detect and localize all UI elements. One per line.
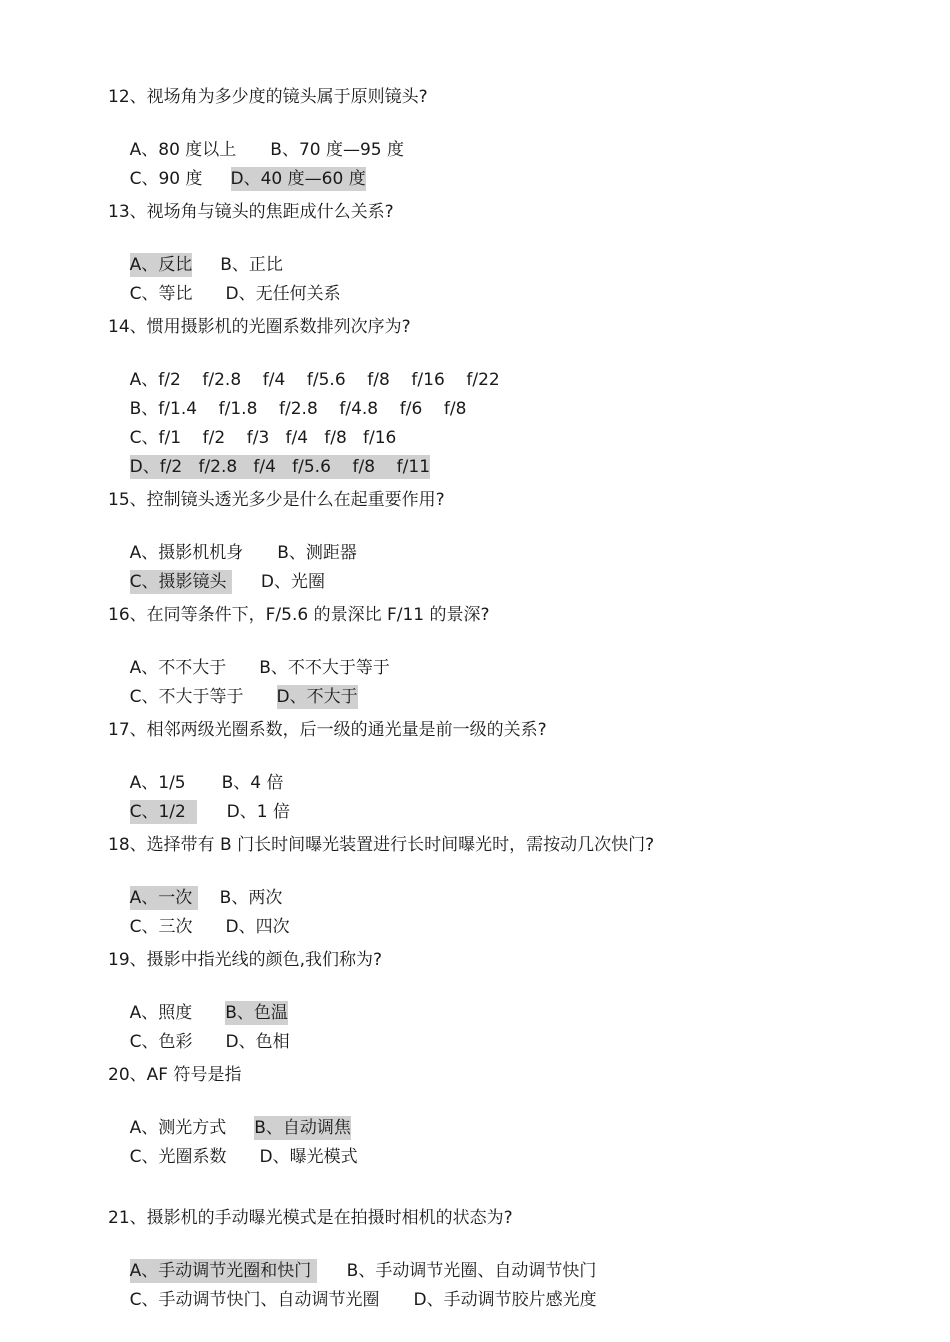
option-d: D、无任何关系 <box>225 284 341 304</box>
option-d: D、四次 <box>225 917 290 937</box>
question-18: 18、选择带有 B 门长时间曝光装置进行长时间曝光时，需按动几次快门? <box>108 835 655 855</box>
options-row <box>108 1264 597 1310</box>
option-b: B、4 倍 <box>221 773 284 793</box>
option-a: A、f/2 f/2.8 f/4 f/5.6 f/8 f/16 f/22 <box>129 370 500 390</box>
option-d: D、手动调节胶片感光度 <box>413 1290 597 1310</box>
options-row <box>108 373 467 419</box>
option-c-answer: C、摄影镜头 <box>129 572 232 592</box>
option-d: D、1 倍 <box>226 802 290 822</box>
question-19: 19、摄影中指光线的颜色,我们称为? <box>108 950 383 970</box>
option-c: C、光圈系数 <box>129 1147 227 1167</box>
option-c: C、90 度 <box>129 169 203 189</box>
options-row <box>108 402 397 448</box>
option-a: A、摄影机机身 <box>129 543 244 563</box>
option-d: D、光圈 <box>260 572 325 592</box>
question-14: 14、惯用摄影机的光圈系数排列次序为? <box>108 317 411 337</box>
options-row <box>108 747 284 793</box>
options-row <box>108 776 290 822</box>
options-row <box>108 891 290 937</box>
option-a: A、测光方式 <box>129 1118 227 1138</box>
option-a: A、不不大于 <box>129 658 227 678</box>
options-row <box>108 632 390 678</box>
option-b-answer: B、自动调焦 <box>254 1118 351 1138</box>
option-d: D、曝光模式 <box>259 1147 358 1167</box>
option-b-answer: B、色温 <box>225 1003 288 1023</box>
question-17: 17、相邻两级光圈系数，后一级的通光量是前一级的关系? <box>108 720 547 740</box>
options-row <box>108 114 405 160</box>
option-a: A、1/5 <box>129 773 186 793</box>
option-c: C、手动调节快门、自动调节光圈 <box>129 1290 380 1310</box>
options-row <box>108 862 283 908</box>
options-row <box>108 344 500 390</box>
option-c: C、f/1 f/2 f/3 f/4 f/8 f/16 <box>129 428 397 448</box>
option-b: B、f/1.4 f/1.8 f/2.8 f/4.8 f/6 f/8 <box>129 399 467 419</box>
option-a-answer: A、反比 <box>129 255 193 275</box>
options-row <box>108 661 358 707</box>
option-b: B、两次 <box>219 888 283 908</box>
options-row <box>108 1235 597 1281</box>
option-b: B、不不大于等于 <box>259 658 390 678</box>
options-row <box>108 1121 358 1167</box>
option-b: B、手动调节光圈、自动调节快门 <box>346 1261 597 1281</box>
options-row <box>108 546 325 592</box>
option-a-answer: A、手动调节光圈和快门 <box>129 1261 317 1281</box>
question-21: 21、摄影机的手动曝光模式是在拍摄时相机的状态为? <box>108 1208 513 1228</box>
option-a: A、照度 <box>129 1003 193 1023</box>
option-c: C、三次 <box>129 917 193 937</box>
options-row <box>108 1092 351 1138</box>
options-row <box>108 517 357 563</box>
option-a: A、80 度以上 <box>129 140 237 160</box>
option-d: D、色相 <box>225 1032 290 1052</box>
question-20: 20、AF 符号是指 <box>108 1065 242 1085</box>
question-16: 16、在同等条件下，F/5.6 的景深比 F/11 的景深? <box>108 605 490 625</box>
option-b: B、测距器 <box>277 543 357 563</box>
option-d-answer: D、40 度—60 度 <box>230 169 366 189</box>
option-c: C、色彩 <box>129 1032 193 1052</box>
question-13: 13、视场角与镜头的焦距成什么关系? <box>108 202 394 222</box>
option-c: C、不大于等于 <box>129 687 244 707</box>
options-row <box>108 1006 290 1052</box>
question-12: 12、视场角为多少度的镜头属于原则镜头? <box>108 87 428 107</box>
option-a-answer: A、一次 <box>129 888 198 908</box>
options-row <box>108 431 431 477</box>
option-d-answer: D、f/2 f/2.8 f/4 f/5.6 f/8 f/11 <box>129 457 431 477</box>
options-row <box>108 258 341 304</box>
option-c: C、等比 <box>129 284 193 304</box>
options-row <box>108 977 288 1023</box>
option-b: B、70 度—95 度 <box>270 140 405 160</box>
options-row <box>108 229 283 275</box>
option-d-answer: D、不大于 <box>276 687 358 707</box>
options-row <box>108 143 366 189</box>
option-c-answer: C、1/2 <box>129 802 197 822</box>
option-b: B、正比 <box>220 255 283 275</box>
question-15: 15、控制镜头透光多少是什么在起重要作用? <box>108 490 445 510</box>
